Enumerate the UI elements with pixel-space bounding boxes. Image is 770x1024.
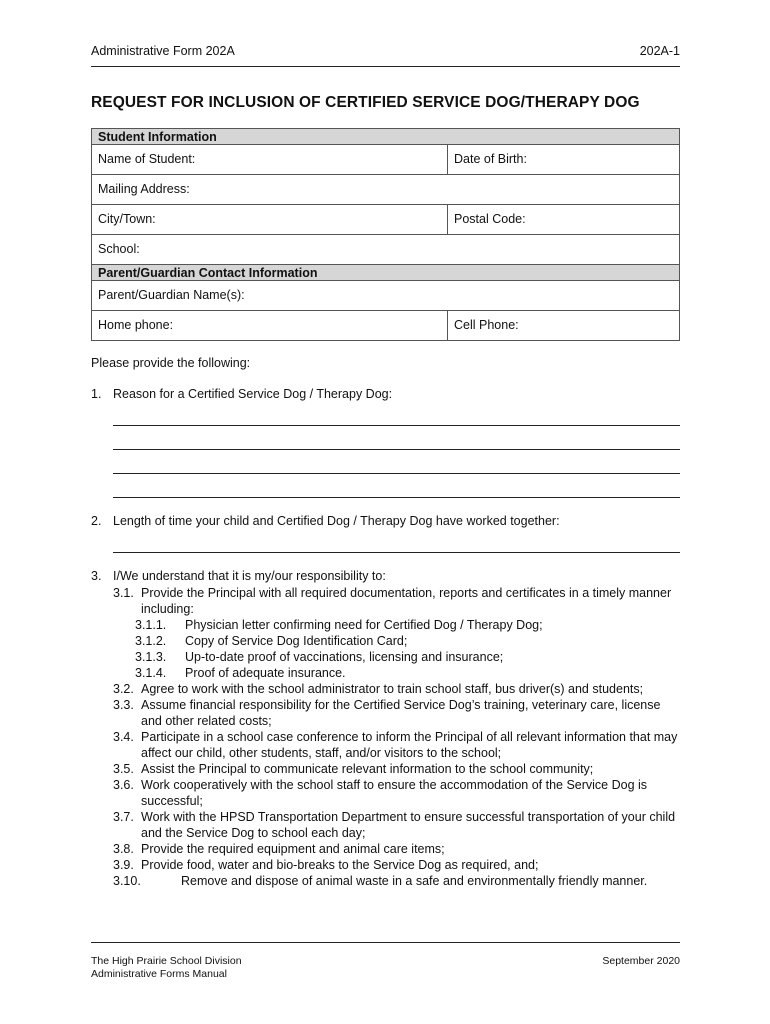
postal-code-field[interactable]: Postal Code: (454, 212, 526, 226)
item-text: Physician letter confirming need for Certified Dog / Therapy Dog; (185, 618, 543, 632)
manual-name: Administrative Forms Manual (91, 968, 227, 980)
answer-line[interactable] (113, 552, 680, 553)
answer-line[interactable] (113, 425, 680, 426)
city-field[interactable]: City/Town: (92, 205, 448, 234)
list-item (113, 649, 683, 665)
mailing-row (92, 175, 679, 205)
student-section-heading: Student Information (92, 129, 679, 145)
list-item (113, 841, 683, 857)
answer-line[interactable] (113, 473, 680, 474)
item-text: Participate in a school case conference to inform the Principal of all relevant information that may affect our child, other students, staff, and/or visitors to the school; (141, 730, 678, 760)
list-item (113, 729, 683, 761)
item-text: Proof of adequate insurance. (185, 666, 346, 680)
list-item (113, 761, 683, 777)
form-name: Administrative Form 202A (91, 44, 235, 58)
parent-names-row (92, 281, 679, 311)
answer-line[interactable] (113, 449, 680, 450)
item-number: 3.1.4. (135, 666, 167, 680)
home-phone-field[interactable]: Home phone: (92, 311, 448, 340)
item-text: Up-to-date proof of vaccinations, licensing and insurance; (185, 650, 504, 664)
page-id: 202A-1 (639, 44, 680, 58)
item-number: 3.4. (113, 730, 134, 744)
item-number: 3.2. (113, 682, 134, 696)
item-text: Provide the Principal with all required documentation, reports and certificates in a timely manner including: (141, 586, 672, 616)
item-text: Provide food, water and bio-breaks to the Service Dog as required, and; (141, 858, 539, 872)
item-number: 3.1. (113, 586, 134, 600)
list-item (113, 585, 683, 617)
question-number: 1. (91, 387, 102, 401)
item-number: 3.8. (113, 842, 134, 856)
item-text: Assist the Principal to communicate relevant information to the school community; (141, 762, 594, 776)
footer-left (91, 955, 242, 981)
list-item (113, 777, 683, 809)
division-name: The High Prairie School Division (91, 955, 242, 967)
item-text: Work with the HPSD Transportation Department to ensure successful transportation of your child and the Service Dog to school each day; (141, 810, 676, 840)
question-text: Length of time your child and Certified Dog / Therapy Dog have worked together: (113, 514, 560, 528)
item-number: 3.7. (113, 810, 134, 824)
parent-names-field[interactable]: Parent/Guardian Name(s): (98, 288, 245, 302)
item-number: 3.1.3. (135, 650, 167, 664)
item-number: 3.1.2. (135, 634, 167, 648)
item-text: Provide the required equipment and animal care items; (141, 842, 445, 856)
list-item (113, 857, 683, 873)
responsibilities-list (113, 585, 683, 889)
header-divider (91, 66, 680, 67)
info-table (91, 128, 680, 341)
school-field[interactable]: School: (98, 242, 140, 256)
list-item (113, 681, 683, 697)
item-number: 3.6. (113, 778, 134, 792)
footer-date: September 2020 (602, 955, 680, 967)
item-number: 3.10. (113, 874, 141, 888)
list-item (113, 809, 683, 841)
cell-phone-field[interactable]: Cell Phone: (454, 318, 519, 332)
city-row (92, 205, 679, 235)
question-text: I/We understand that it is my/our responsibility to: (113, 569, 386, 583)
item-text: Assume financial responsibility for the Certified Service Dog’s training, veterinary care, license and other related costs; (141, 698, 661, 728)
footer-divider (91, 942, 680, 943)
list-item (113, 617, 683, 633)
student-name-row (92, 145, 679, 175)
item-text: Agree to work with the school administrator to train school staff, bus driver(s) and students; (141, 682, 644, 696)
intro-text: Please provide the following: (91, 356, 251, 370)
page-title: REQUEST FOR INCLUSION OF CERTIFIED SERVICE DOG/THERAPY DOG (91, 94, 640, 111)
student-name-field[interactable]: Name of Student: (92, 145, 448, 174)
phone-row (92, 311, 679, 340)
item-text: Remove and dispose of animal waste in a safe and environmentally friendly manner. (181, 874, 648, 888)
item-number: 3.9. (113, 858, 134, 872)
question-number: 2. (91, 514, 102, 528)
item-number: 3.5. (113, 762, 134, 776)
item-text: Copy of Service Dog Identification Card; (185, 634, 408, 648)
answer-line[interactable] (113, 497, 680, 498)
date-of-birth-field[interactable]: Date of Birth: (454, 152, 527, 166)
page-header (91, 44, 680, 58)
item-number: 3.3. (113, 698, 134, 712)
list-item (113, 873, 683, 889)
item-text: Work cooperatively with the school staff to ensure the accommodation of the Service Dog is successful; (141, 778, 648, 808)
question-text: Reason for a Certified Service Dog / Therapy Dog: (113, 387, 393, 401)
list-item (113, 633, 683, 649)
school-row (92, 235, 679, 265)
mailing-address-field[interactable]: Mailing Address: (98, 182, 190, 196)
item-number: 3.1.1. (135, 618, 167, 632)
parent-section-heading: Parent/Guardian Contact Information (92, 265, 679, 281)
list-item (113, 665, 683, 681)
question-number: 3. (91, 569, 102, 583)
list-item (113, 697, 683, 729)
